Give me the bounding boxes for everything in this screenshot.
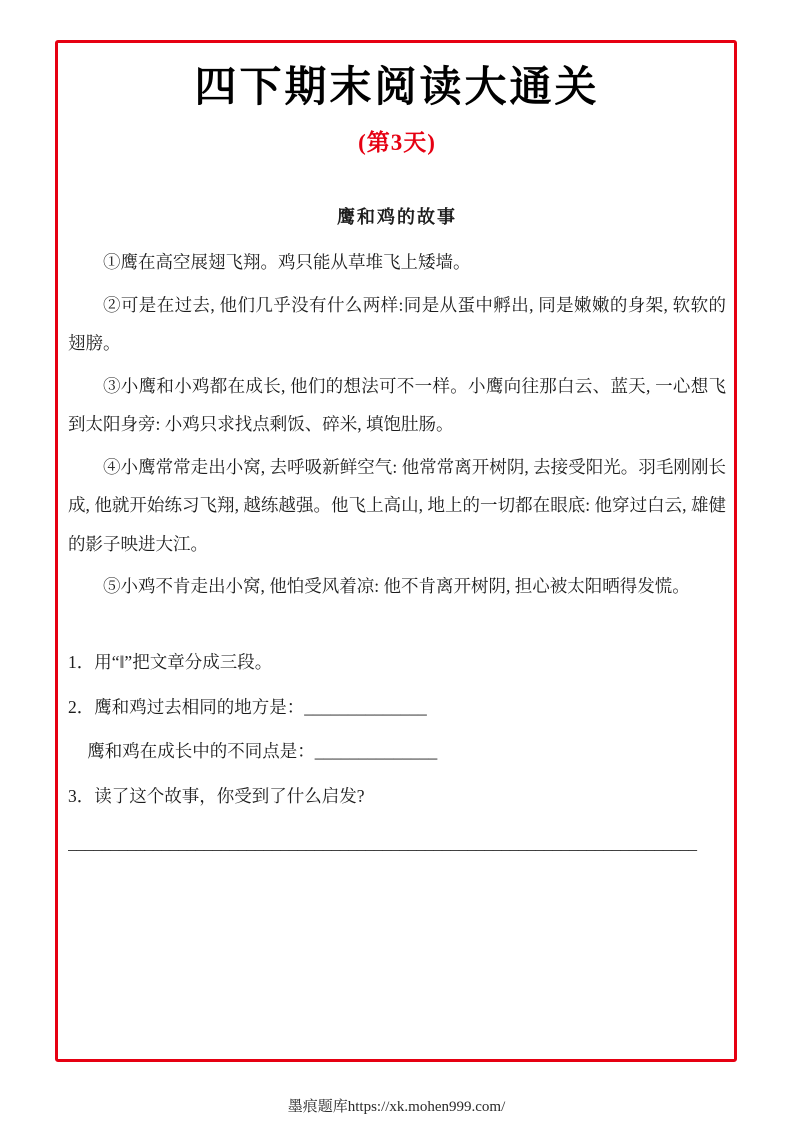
passage-body [68, 243, 726, 606]
question-2-followup: 鹰和鸡在成长中的不同点是：______________ [87, 741, 438, 762]
worksheet-content [68, 62, 726, 854]
passage-paragraph-5: ⑤小鸡不肯走出小窝, 他怕受风着凉: 他不肯离开树阴, 担心被太阳晒得发慌。 [103, 576, 690, 597]
question-1: 1．用“‖”把文章分成三段。 [68, 651, 273, 672]
footer-source-link: 墨痕题库https://xk.mohen999.com/ [287, 1099, 506, 1115]
passage-paragraph-2: ②可是在过去, 他们几乎没有什么两样:同是从蛋中孵出, 同是嫩嫩的身架, 软软的翅膀。 [68, 294, 726, 354]
passage-paragraph-4: ④小鹰常常走出小窝, 去呼吸新鲜空气: 他常常离开树阴, 去接受阳光。羽毛刚刚长成, 他就开始练习飞翔, 越练越强。他飞上高山, 地上的一切都在眼底: 他穿过白云, 雄健的影子映进大江。 [68, 456, 726, 554]
day-badge: (第3天) [358, 130, 436, 156]
passage-title: 鹰和鸡的故事 [337, 207, 457, 228]
passage-paragraph-1: ①鹰在高空展翅飞翔。鸡只能从草堆飞上矮墙。 [103, 252, 471, 273]
question-list [68, 640, 726, 819]
page-title: 四下期末阅读大通关 [194, 63, 600, 110]
question-2: 2．鹰和鸡过去相同的地方是：______________ [68, 696, 427, 717]
passage-paragraph-3: ③小鹰和小鸡都在成长, 他们的想法可不一样。小鹰向往那白云、蓝天, 一心想飞到太阳身旁: 小鸡只求找点剩饭、碎米, 填饱肚肠。 [68, 375, 726, 435]
question-3: 3．读了这个故事，你受到了什么启发? [68, 785, 365, 806]
answer-blank-line: __________________________________________________________________________ [68, 834, 697, 854]
